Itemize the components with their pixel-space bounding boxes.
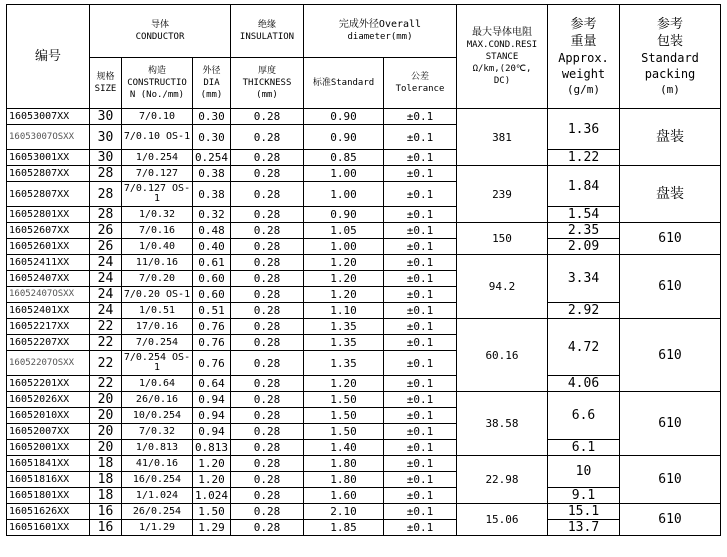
header-thickness-zh: 厚度 (257, 66, 276, 76)
cell-code: 16052207XX (7, 335, 90, 351)
header-thickness (231, 58, 304, 109)
cell-code: 16052807XX (7, 182, 90, 207)
cell-weight: 2.09 (548, 239, 620, 255)
cell-construction: 17/0.16 (122, 319, 193, 335)
cell-weight: 6.6 (548, 392, 620, 440)
cell-packing: 610 (620, 319, 721, 392)
cell-dia: 0.61 (193, 255, 231, 271)
cell-size: 28 (90, 207, 122, 223)
cell-standard: 1.50 (304, 392, 384, 408)
cell-standard: 1.50 (304, 424, 384, 440)
cell-thickness: 0.28 (231, 287, 304, 303)
table-row (7, 456, 721, 472)
cell-standard: 1.60 (304, 488, 384, 504)
cell-dia: 1.50 (193, 504, 231, 520)
cell-standard: 1.35 (304, 319, 384, 335)
cell-resistance: 239 (457, 166, 548, 223)
cell-tolerance: ±0.1 (384, 150, 457, 166)
cell-thickness: 0.28 (231, 223, 304, 239)
cell-tolerance: ±0.1 (384, 408, 457, 424)
cell-code: 16051801XX (7, 488, 90, 504)
cell-construction: 7/0.127 (122, 166, 193, 182)
cell-dia: 0.813 (193, 440, 231, 456)
header-insulation (231, 5, 304, 58)
cell-packing: 610 (620, 392, 721, 456)
cell-tolerance: ±0.1 (384, 520, 457, 536)
cell-tolerance: ±0.1 (384, 392, 457, 408)
cell-weight: 2.35 (548, 223, 620, 239)
header-weight-l1: 参考 (570, 16, 597, 32)
cell-construction: 1/1.29 (122, 520, 193, 536)
table-row (7, 488, 721, 504)
header-weight-l4: weight (561, 66, 606, 81)
header-tolerance-en: Tolerance (395, 84, 445, 94)
cell-standard: 1.00 (304, 239, 384, 255)
cell-dia: 0.94 (193, 424, 231, 440)
cell-dia: 0.40 (193, 239, 231, 255)
cell-packing: 610 (620, 255, 721, 319)
cell-weight: 2.92 (548, 303, 620, 319)
cell-tolerance: ±0.1 (384, 287, 457, 303)
table-row (7, 392, 721, 408)
cell-construction: 7/0.20 (122, 271, 193, 287)
header-dia-zh: 外径 (202, 66, 221, 76)
header-res-l1: 最大导体电阻 (472, 26, 532, 38)
cell-size: 30 (90, 150, 122, 166)
cell-tolerance: ±0.1 (384, 376, 457, 392)
header-insulation-zh: 绝缘 (257, 20, 276, 30)
cell-construction: 26/0.254 (122, 504, 193, 520)
header-pack-l2: 包装 (656, 33, 683, 49)
cell-dia: 0.38 (193, 166, 231, 182)
table-row (7, 504, 721, 520)
cell-thickness: 0.28 (231, 408, 304, 424)
header-tolerance (384, 58, 457, 109)
cell-dia: 0.64 (193, 376, 231, 392)
cell-code: 16052401XX (7, 303, 90, 319)
cell-weight: 13.7 (548, 520, 620, 536)
table-row (7, 223, 721, 239)
cell-code: 16052207OSXX (7, 351, 90, 376)
header-tolerance-zh: 公差 (410, 72, 429, 82)
cell-dia: 1.024 (193, 488, 231, 504)
cell-tolerance: ±0.1 (384, 472, 457, 488)
cell-code: 16052026XX (7, 392, 90, 408)
cell-construction: 7/0.10 OS-1 (122, 125, 193, 150)
header-construction (122, 58, 193, 109)
cell-thickness: 0.28 (231, 319, 304, 335)
cell-size: 26 (90, 239, 122, 255)
cell-tolerance: ±0.1 (384, 125, 457, 150)
cell-dia: 0.76 (193, 319, 231, 335)
header-pack-l1: 参考 (656, 16, 683, 32)
cell-standard: 0.90 (304, 207, 384, 223)
cell-weight: 4.72 (548, 319, 620, 376)
header-overall-l2: diameter(mm) (347, 32, 413, 42)
cell-tolerance: ±0.1 (384, 223, 457, 239)
header-weight (548, 5, 620, 109)
table-body (7, 109, 721, 536)
table-row (7, 207, 721, 223)
cell-standard: 1.05 (304, 223, 384, 239)
cell-size: 16 (90, 504, 122, 520)
cell-thickness: 0.28 (231, 520, 304, 536)
cell-standard: 1.20 (304, 271, 384, 287)
cell-construction: 16/0.254 (122, 472, 193, 488)
cell-dia: 0.48 (193, 223, 231, 239)
cell-weight: 3.34 (548, 255, 620, 303)
cell-size: 22 (90, 319, 122, 335)
cell-code: 16052001XX (7, 440, 90, 456)
cell-packing: 盘装 (620, 166, 721, 223)
cell-resistance: 38.58 (457, 392, 548, 456)
cell-code: 16052217XX (7, 319, 90, 335)
cell-code: 16052801XX (7, 207, 90, 223)
cell-code: 16051816XX (7, 472, 90, 488)
cell-construction: 7/0.254 OS-1 (122, 351, 193, 376)
cell-code: 16051601XX (7, 520, 90, 536)
cell-dia: 0.51 (193, 303, 231, 319)
cell-size: 28 (90, 182, 122, 207)
cell-thickness: 0.28 (231, 440, 304, 456)
cell-thickness: 0.28 (231, 255, 304, 271)
cell-weight: 1.36 (548, 109, 620, 150)
header-construction-en2: N (No./mm) (129, 90, 185, 100)
header-weight-l2: 重量 (570, 33, 597, 49)
cell-standard: 1.40 (304, 440, 384, 456)
header-size-zh: 规格 (96, 72, 115, 82)
header-dia-unit: (mm) (200, 90, 223, 100)
cell-weight: 6.1 (548, 440, 620, 456)
table-row (7, 319, 721, 335)
cell-dia: 0.32 (193, 207, 231, 223)
cell-tolerance: ±0.1 (384, 109, 457, 125)
header-res-l4: Ω/km,(20℃, (472, 63, 532, 74)
cell-size: 18 (90, 472, 122, 488)
cell-thickness: 0.28 (231, 376, 304, 392)
cell-construction: 7/0.10 (122, 109, 193, 125)
header-thickness-en: THICKNESS (242, 78, 292, 88)
header-insulation-en: INSULATION (239, 32, 295, 42)
cell-thickness: 0.28 (231, 166, 304, 182)
cell-dia: 0.38 (193, 182, 231, 207)
header-res-l3: STANCE (485, 51, 519, 62)
header-packing (620, 5, 721, 109)
cell-size: 18 (90, 488, 122, 504)
cell-resistance: 15.06 (457, 504, 548, 536)
cell-resistance: 60.16 (457, 319, 548, 392)
cell-weight: 9.1 (548, 488, 620, 504)
cell-dia: 0.94 (193, 408, 231, 424)
cell-thickness: 0.28 (231, 150, 304, 166)
cell-dia: 0.254 (193, 150, 231, 166)
cell-dia: 1.20 (193, 456, 231, 472)
cell-code: 16052607XX (7, 223, 90, 239)
cell-dia: 0.30 (193, 109, 231, 125)
cell-dia: 0.94 (193, 392, 231, 408)
cell-dia: 0.76 (193, 351, 231, 376)
header-conductor (90, 5, 231, 58)
cell-construction: 41/0.16 (122, 456, 193, 472)
cell-size: 24 (90, 287, 122, 303)
cell-size: 24 (90, 271, 122, 287)
cell-construction: 1/0.40 (122, 239, 193, 255)
wire-spec-table (6, 4, 721, 536)
table-row (7, 166, 721, 182)
cell-tolerance: ±0.1 (384, 351, 457, 376)
cell-thickness: 0.28 (231, 456, 304, 472)
header-size (90, 58, 122, 109)
cell-code: 16053007OSXX (7, 125, 90, 150)
cell-construction: 26/0.16 (122, 392, 193, 408)
cell-dia: 1.29 (193, 520, 231, 536)
cell-construction: 1/0.51 (122, 303, 193, 319)
cell-size: 20 (90, 424, 122, 440)
cell-code: 16052807XX (7, 166, 90, 182)
cell-size: 22 (90, 351, 122, 376)
cell-thickness: 0.28 (231, 207, 304, 223)
cell-standard: 1.35 (304, 335, 384, 351)
cell-thickness: 0.28 (231, 488, 304, 504)
cell-tolerance: ±0.1 (384, 303, 457, 319)
cell-construction: 7/0.32 (122, 424, 193, 440)
cell-thickness: 0.28 (231, 424, 304, 440)
cell-code: 16051626XX (7, 504, 90, 520)
header-pack-l3: Standard (641, 50, 699, 65)
cell-packing: 盘装 (620, 109, 721, 166)
header-construction-zh: 构造 (147, 66, 166, 76)
cell-construction: 7/0.127 OS-1 (122, 182, 193, 207)
cell-standard: 1.35 (304, 351, 384, 376)
header-dia (193, 58, 231, 109)
cell-thickness: 0.28 (231, 239, 304, 255)
cell-standard: 2.10 (304, 504, 384, 520)
cell-thickness: 0.28 (231, 351, 304, 376)
cell-resistance: 22.98 (457, 456, 548, 504)
cell-packing: 610 (620, 456, 721, 504)
table-header (7, 5, 721, 109)
cell-tolerance: ±0.1 (384, 182, 457, 207)
cell-packing: 610 (620, 504, 721, 536)
cell-size: 20 (90, 440, 122, 456)
header-pack-l5: (m) (660, 82, 680, 96)
cell-weight: 15.1 (548, 504, 620, 520)
cell-size: 20 (90, 392, 122, 408)
cell-size: 30 (90, 125, 122, 150)
cell-size: 22 (90, 335, 122, 351)
cell-weight: 1.54 (548, 207, 620, 223)
table-row (7, 520, 721, 536)
cell-resistance: 94.2 (457, 255, 548, 319)
cell-thickness: 0.28 (231, 182, 304, 207)
cell-standard: 1.10 (304, 303, 384, 319)
cell-construction: 10/0.254 (122, 408, 193, 424)
cell-construction: 7/0.20 OS-1 (122, 287, 193, 303)
cell-tolerance: ±0.1 (384, 271, 457, 287)
header-conductor-en: CONDUCTOR (135, 32, 185, 42)
cell-construction: 1/0.64 (122, 376, 193, 392)
cell-thickness: 0.28 (231, 335, 304, 351)
cell-size: 16 (90, 520, 122, 536)
cell-tolerance: ±0.1 (384, 456, 457, 472)
cell-code: 16051841XX (7, 456, 90, 472)
cell-dia: 0.30 (193, 125, 231, 150)
cell-construction: 1/0.813 (122, 440, 193, 456)
cell-thickness: 0.28 (231, 125, 304, 150)
cell-standard: 0.90 (304, 109, 384, 125)
cell-code: 16052411XX (7, 255, 90, 271)
table-row (7, 303, 721, 319)
header-construction-en1: CONSTRUCTIO (127, 78, 187, 88)
header-thickness-unit: (mm) (256, 90, 278, 100)
cell-standard: 1.50 (304, 408, 384, 424)
cell-resistance: 150 (457, 223, 548, 255)
table-row (7, 255, 721, 271)
header-overall (304, 5, 457, 58)
header-overall-l1: 完成外径Overall (338, 19, 422, 30)
cell-construction: 7/0.16 (122, 223, 193, 239)
cell-tolerance: ±0.1 (384, 424, 457, 440)
cell-resistance: 381 (457, 109, 548, 166)
cell-thickness: 0.28 (231, 271, 304, 287)
cell-tolerance: ±0.1 (384, 504, 457, 520)
cell-weight: 4.06 (548, 376, 620, 392)
header-size-en: SIZE (94, 84, 117, 94)
table-row (7, 376, 721, 392)
cell-tolerance: ±0.1 (384, 488, 457, 504)
cell-packing: 610 (620, 223, 721, 255)
cell-tolerance: ±0.1 (384, 255, 457, 271)
cell-dia: 1.20 (193, 472, 231, 488)
cell-dia: 0.60 (193, 287, 231, 303)
header-code: 编号 (7, 5, 90, 109)
cell-tolerance: ±0.1 (384, 207, 457, 223)
cell-construction: 1/0.32 (122, 207, 193, 223)
cell-code: 16052007XX (7, 424, 90, 440)
cell-construction: 1/0.254 (122, 150, 193, 166)
cell-thickness: 0.28 (231, 392, 304, 408)
header-weight-l3: Approx. (558, 50, 609, 65)
header-res-l2: MAX.COND.RESI (466, 39, 538, 50)
cell-tolerance: ±0.1 (384, 319, 457, 335)
cell-thickness: 0.28 (231, 303, 304, 319)
cell-standard: 1.00 (304, 182, 384, 207)
cell-size: 24 (90, 255, 122, 271)
cell-size: 30 (90, 109, 122, 125)
cell-size: 24 (90, 303, 122, 319)
cell-code: 16052010XX (7, 408, 90, 424)
cell-weight: 10 (548, 456, 620, 488)
cell-dia: 0.76 (193, 335, 231, 351)
cell-construction: 7/0.254 (122, 335, 193, 351)
cell-code: 16053007XX (7, 109, 90, 125)
cell-size: 20 (90, 408, 122, 424)
header-dia-en: DIA (203, 78, 220, 88)
cell-standard: 0.85 (304, 150, 384, 166)
cell-thickness: 0.28 (231, 504, 304, 520)
table-row (7, 109, 721, 125)
cell-weight: 1.22 (548, 150, 620, 166)
cell-size: 18 (90, 456, 122, 472)
cell-code: 16052201XX (7, 376, 90, 392)
header-weight-l5: (g/m) (566, 82, 601, 96)
header-pack-l4: packing (644, 66, 696, 81)
cell-construction: 1/1.024 (122, 488, 193, 504)
table-row (7, 150, 721, 166)
table-row (7, 440, 721, 456)
cell-tolerance: ±0.1 (384, 440, 457, 456)
cell-size: 28 (90, 166, 122, 182)
cell-tolerance: ±0.1 (384, 239, 457, 255)
cell-standard: 1.85 (304, 520, 384, 536)
header-resistance (457, 5, 548, 109)
cell-code: 16052407XX (7, 271, 90, 287)
header-res-l5: DC) (493, 75, 511, 86)
cell-weight: 1.84 (548, 166, 620, 207)
cell-code: 16052407OSXX (7, 287, 90, 303)
cell-standard: 1.20 (304, 255, 384, 271)
cell-size: 26 (90, 223, 122, 239)
cell-thickness: 0.28 (231, 109, 304, 125)
header-conductor-zh: 导体 (150, 20, 169, 30)
cell-standard: 1.00 (304, 166, 384, 182)
cell-standard: 1.20 (304, 287, 384, 303)
cell-thickness: 0.28 (231, 472, 304, 488)
cell-standard: 1.80 (304, 456, 384, 472)
table-row (7, 239, 721, 255)
cell-construction: 11/0.16 (122, 255, 193, 271)
cell-code: 16052601XX (7, 239, 90, 255)
cell-tolerance: ±0.1 (384, 166, 457, 182)
cell-code: 16053001XX (7, 150, 90, 166)
cell-dia: 0.60 (193, 271, 231, 287)
cell-standard: 1.20 (304, 376, 384, 392)
cell-size: 22 (90, 376, 122, 392)
header-standard: 标准Standard (304, 58, 384, 109)
cell-tolerance: ±0.1 (384, 335, 457, 351)
cell-standard: 1.80 (304, 472, 384, 488)
cell-standard: 0.90 (304, 125, 384, 150)
